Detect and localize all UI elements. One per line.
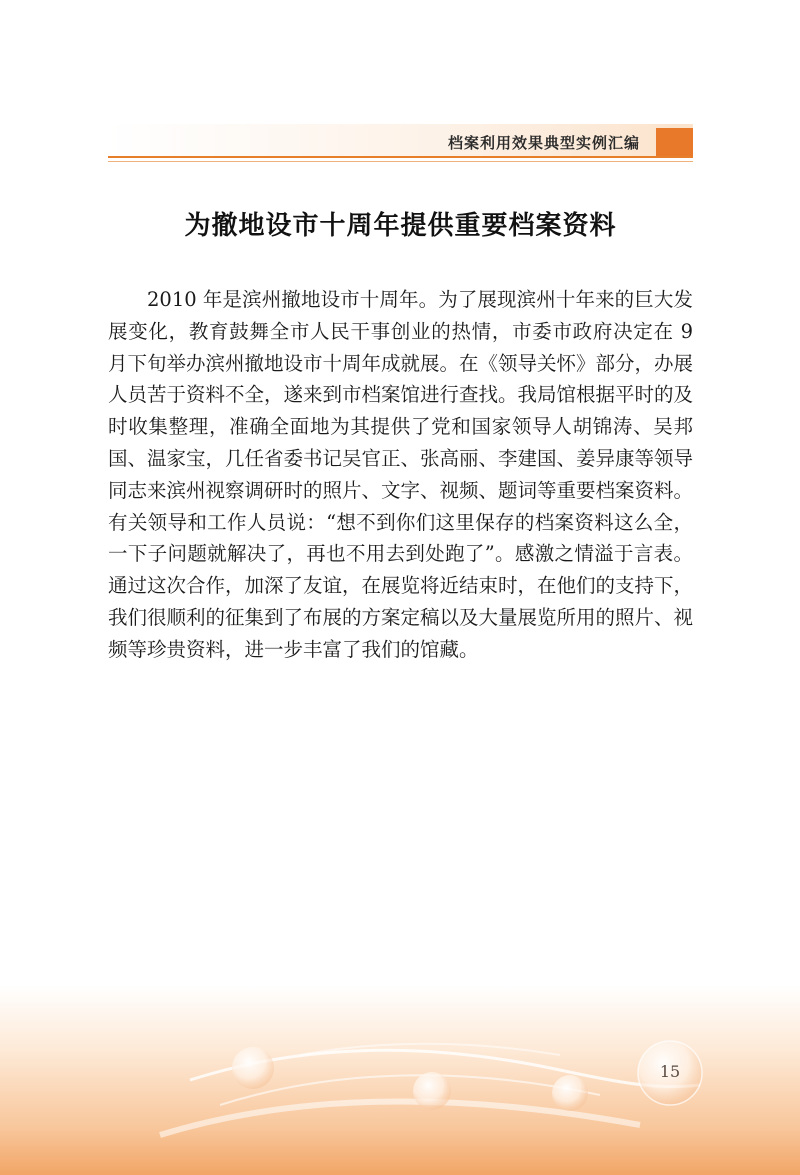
header-thin-rule [108,161,693,162]
header-rule [108,156,693,158]
header-accent-block [656,128,693,157]
article-title: 为撤地设市十周年提供重要档案资料 [184,211,617,241]
page-number: 15 [659,1062,681,1081]
running-header-title: 档案利用效果典型实例汇编 [447,134,640,152]
article-body: 2010 年是滨州撤地设市十周年。为了展现滨州十年来的巨大发展变化，教育鼓舞全市人民干事创业的热情，市委市政府决定在 9 月下旬举办滨州撤地设市十周年成就展。在《领导关怀》部分，办展人员苦于资料不全，遂来到市档案馆进行查找。我局馆根据平时的及时收集整理，准确全面地为其提供了党和国家领导人胡锦涛、吴邦国、温家宝，几任省委书记吴官正、张高丽、李建国、姜异康等领导同志来滨州视察调研时的照片、文字、视频、题词等重要档案资料。有关领导和工作人员说：“想不到你们这里保存的档案资料这么全，一下子问题就解决了，再也不用去到处跑了”。感激之情溢于言表。通过这次合作，加深了友谊，在展览将近结束时，在他们的支持下，我们很顺利的征集到了布展的方案定稿以及大量展览所用的照片、视频等珍贵资料，进一步丰富了我们的馆藏。 [108,288,694,661]
